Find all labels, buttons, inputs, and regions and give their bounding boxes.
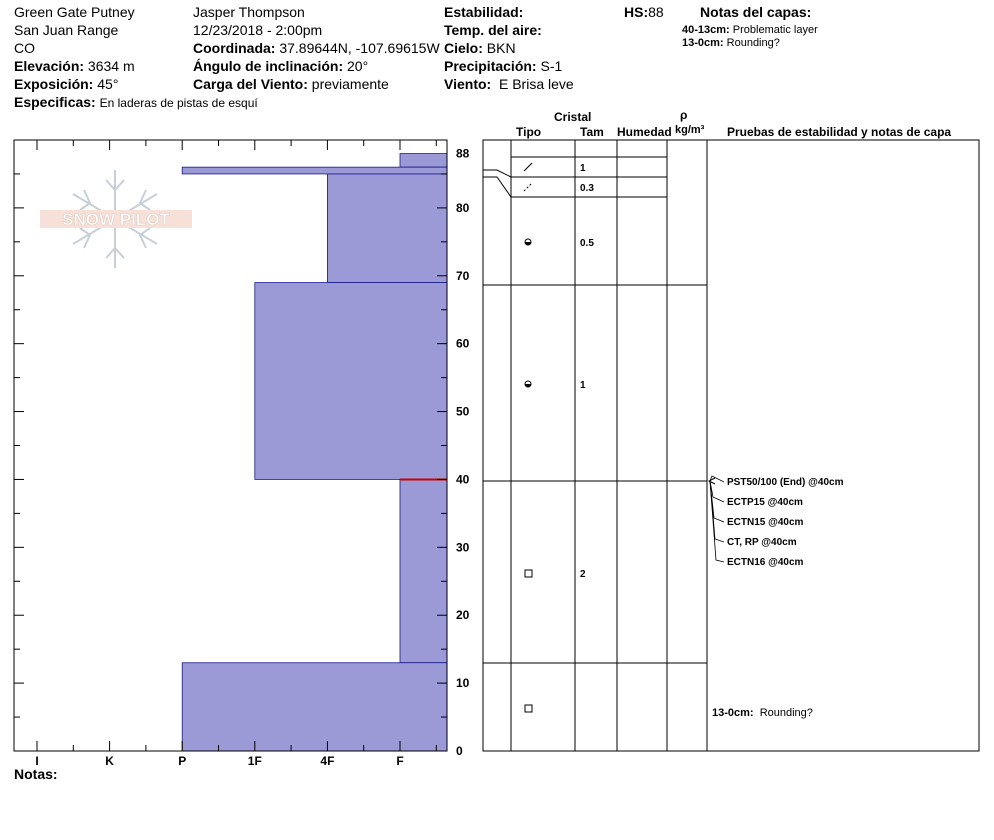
stability-label: Estabilidad: <box>444 4 524 20</box>
hardness-bar-4 <box>255 283 447 480</box>
depth-tick-label: 50 <box>456 404 470 419</box>
stability-test-5: ECTN16 @40cm <box>727 557 804 568</box>
hardness-tick-label: K <box>105 754 114 768</box>
depth-tick-label: 40 <box>456 472 470 487</box>
coordinate-label: Coordinada: <box>193 40 276 56</box>
depth-tick-label: 88 <box>456 146 470 161</box>
hardness-tick-label: I <box>35 754 39 768</box>
specifics-label: Especificas: <box>14 94 96 110</box>
depth-tick-label: 30 <box>456 540 470 555</box>
depth-tick-label: 60 <box>456 336 470 351</box>
header-tam: Tam <box>580 125 604 139</box>
grain-symbol-slash-dash <box>524 183 532 191</box>
hardness-tick-label: 1F <box>247 754 262 768</box>
precipitation-value: S-1 <box>540 58 563 74</box>
slope-angle-value: 20° <box>347 58 369 74</box>
layer-comment-text: Rounding? <box>759 707 813 719</box>
depth-tick-label: 80 <box>456 200 470 215</box>
hardness-tick-label: P <box>178 754 187 768</box>
hardness-tick-label: F <box>396 754 404 768</box>
sky-label: Cielo: <box>444 40 483 56</box>
state: CO <box>14 40 35 56</box>
layer-rows <box>483 157 707 712</box>
grain-size: 1 <box>580 163 586 174</box>
layer-note-1-text: Problematic layer <box>732 24 818 36</box>
logo-text: SNOW PILOT <box>62 210 170 229</box>
grain-symbol-square <box>525 570 532 577</box>
notes-label: Notas: <box>14 766 58 782</box>
hardness-bar-6 <box>182 663 447 751</box>
wind-label: Viento: <box>444 76 492 92</box>
depth-tick-label: 70 <box>456 268 470 283</box>
hardness-bar-2 <box>182 167 447 174</box>
header-humedad: Humedad <box>617 125 672 139</box>
header-crystal: Cristal <box>554 110 592 124</box>
elevation-label: Elevación: <box>14 58 85 74</box>
specifics-value: En laderas de pistas de esquí <box>99 96 258 110</box>
layer-note-2-text: Rounding? <box>726 37 780 49</box>
location-name: Green Gate Putney <box>14 4 135 20</box>
header-tipo: Tipo <box>516 125 542 139</box>
layer-note-1-range: 40-13cm: <box>682 24 730 36</box>
grain-size: 1 <box>580 380 586 391</box>
wind-value: E Brisa leve <box>498 76 574 92</box>
air-temp-label: Temp. del aire: <box>444 22 542 38</box>
hardness-bars <box>182 154 447 751</box>
aspect-value: 45° <box>97 76 119 92</box>
observer-name: Jasper Thompson <box>193 4 305 20</box>
header-tests: Pruebas de estabilidad y notas de capa <box>727 125 952 139</box>
grain-symbol-slash <box>524 163 532 171</box>
depth-tick-label: 20 <box>456 608 470 623</box>
slope-angle-label: Ángulo de inclinación: <box>193 58 344 74</box>
depth-connector <box>483 177 511 197</box>
mountain-range: San Juan Range <box>14 22 119 38</box>
hardness-bar-1 <box>400 154 447 168</box>
layer-notes-title: Notas del capas: <box>700 4 812 20</box>
stability-test-4: CT, RP @40cm <box>727 537 797 548</box>
header-rho: ρ <box>680 108 688 122</box>
sky-value: BKN <box>486 40 516 56</box>
stability-test-2: ECTP15 @40cm <box>727 497 803 508</box>
layer-note-2-range: 13-0cm: <box>682 37 724 49</box>
hardness-bar-3 <box>327 174 447 283</box>
grain-symbol-square <box>525 705 532 712</box>
layer-comment-range: 13-0cm: <box>712 707 754 719</box>
wind-load-value: previamente <box>311 76 389 92</box>
layer-table <box>483 140 979 751</box>
stability-test-1: PST50/100 (End) @40cm <box>727 477 844 488</box>
layer-comment <box>712 707 813 719</box>
elevation-value: 3634 m <box>87 58 135 74</box>
depth-connector <box>483 170 511 177</box>
snow-height-value: 88 <box>648 4 664 20</box>
snow-height-label: HS: <box>624 4 649 20</box>
grain-size: 0.5 <box>580 238 594 249</box>
aspect-label: Exposición: <box>14 76 94 92</box>
depth-tick-label: 0 <box>456 744 463 758</box>
hardness-bar-5 <box>400 479 447 662</box>
observation-datetime: 12/23/2018 - 2:00pm <box>193 22 323 38</box>
wind-load-label: Carga del Viento: <box>193 76 308 92</box>
stability-test-3: ECTN15 @40cm <box>727 517 804 528</box>
hardness-tick-label: 4F <box>320 754 335 768</box>
depth-tick-label: 10 <box>456 676 470 691</box>
test-arrows <box>709 476 724 562</box>
grain-size: 0.3 <box>580 183 594 194</box>
header-density-unit: kg/m³ <box>675 124 705 136</box>
coordinate-value: 37.89644N, -107.69615W <box>279 40 440 56</box>
table-frame <box>483 140 979 751</box>
grain-size: 2 <box>580 569 586 580</box>
precipitation-label: Precipitación: <box>444 58 537 74</box>
snowpilot-logo <box>40 170 192 268</box>
